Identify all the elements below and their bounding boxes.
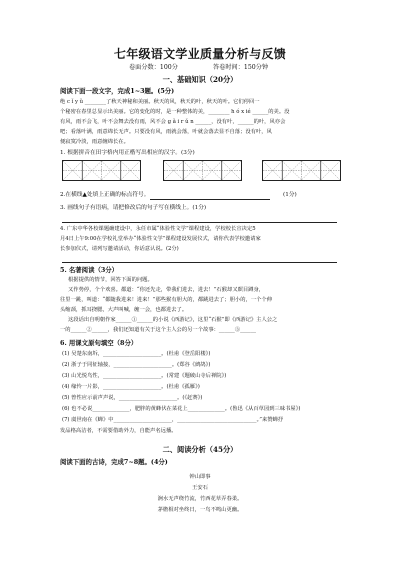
- passage-line: 个秘密在春里总显示出美丽。它的变化的时，是一种整体的美，________ h ó x ié ______的美。没: [60, 109, 290, 115]
- section-2-intro: 阅读下面的古诗，完成7~8题。(4分): [60, 458, 168, 466]
- question-5-line: 又作势停，个个欢喜。都道：“你还先走，带我们进去，进去！”石猴却又瞑目蹲身，: [68, 287, 265, 293]
- section-2-heading: 二、阅读分析（45分）: [162, 445, 238, 454]
- question-5-line: 根据提供的情节，回答下面的问题。: [68, 277, 153, 283]
- question-5-line: 头缩颈，抓耳挠腮，大声叫喊，缠一会，也都进去了。: [60, 307, 188, 313]
- question-6-heading: 6. 用课文原句填空（8分）: [60, 339, 138, 347]
- question-6-item: (5) 曾性应示前声声说，______________________。(《赶赛》): [62, 395, 203, 401]
- passage-line: 便寂寞冷淡，雨意缠绵长在。: [60, 139, 129, 145]
- question-2: 2.在横线▲处填上正确的标点符号。: [60, 192, 150, 198]
- question-6-item: (7) 虞世南在《蝉》中______________________，______________________________。”来赞蝉抒: [62, 417, 284, 423]
- answer-line-q4[interactable]: [62, 262, 337, 263]
- question-4-line: 4. 广东中华各校课题确建设中，永任市属“体验性文学”课程建设，学校校长宣决定5: [60, 226, 256, 232]
- question-4-line: 长参加仪式，请列写邀请活动，你话意认说。(2分): [60, 246, 179, 252]
- question-5-heading: 5. 名著阅读（3分）: [60, 266, 119, 274]
- answer-line-q3[interactable]: [62, 222, 337, 223]
- question-5-line: 一的______②______，我们还知道有关于这个主人公的另一个故事：______③______: [60, 327, 256, 333]
- question-6-item: (1) 吴楚东南坼，______________________。(杜甫《登岳阳楼》): [62, 351, 211, 357]
- section-1-heading: 一、基础知识（20分）: [162, 75, 238, 84]
- poem-line: 茅檐相对坐终日，一鸟不鸣山更幽。: [157, 507, 243, 513]
- question-6-item: 发品格高洁者，不需要借助外力，自能声名远播。: [60, 428, 177, 434]
- passage-line: 有风，雨不会飞，叶不会舞去没有雨，风不会 ɡ ǎ i r ǔ n ______，没有叶，______的叶，风亦会: [60, 119, 286, 125]
- question-5-line: 往里一跳，叫道：“都随我进来！进来！”那些猴有胆大的，都跳进去了；胆小的，一个个伸: [60, 297, 272, 303]
- poem-author: 王安石: [192, 485, 208, 491]
- question-3: 3. 画线句子有语病，请把修改后的句子写在横线上。(1分): [60, 205, 207, 211]
- passage-line: 绝 c ǐ y ǔ ________了秋天神秘和美丽。秋天的风，秋天的叶，秋天的叶。它们停回一: [60, 99, 260, 105]
- time-info: 答卷时间：150分钟: [213, 64, 269, 71]
- page-title: 七年级语文学业质量分析与反馈: [113, 47, 287, 61]
- section-1-intro: 阅读下面一段文字，完成1~3题。(5分): [60, 87, 175, 95]
- tianzige-box-3[interactable]: [262, 160, 341, 181]
- question-4-line: 月4日上午9:00在学校礼堂举办“体验性文学”课程建设发展仪式，请你代表学校邀请家: [60, 236, 261, 242]
- question-5-line: 这段话出自明朝作家______①______的小说《西游记》，这里“石猴”即《西游记》主人公之: [68, 317, 278, 323]
- question-6-item: (3) 山光悦鸟性，______________________。(常建《题破山寺后禅院》): [62, 373, 227, 379]
- tianzige-box-2[interactable]: [163, 160, 242, 181]
- question-6-item: (2) 浙子于同征轴接，______________________。(郑谷《鹧鸪》): [62, 362, 211, 368]
- question-6-item: (6) 也不必说______________，肥胖的黄蜂伏在菜花上______________。(鲁迅《从百草园到三味书屋》): [62, 406, 301, 412]
- score-info: 卷面分数：100分: [129, 64, 178, 71]
- question-1: 1. 根据拼音在田字格内用正楷写出相应的汉字。(3分): [60, 150, 195, 156]
- poem-line: 涧水无声绕竹流，竹西花草弄春柔。: [157, 496, 243, 502]
- passage-line: 吧；看落叶满，雨意绵长无声。只要没有风，雨就会落，叶就会落去显不自落；没有叶，风: [60, 129, 272, 135]
- poem-title: 钟山即事: [189, 474, 211, 480]
- question-6-item: (4) 缘怜一片影，______________________。(杜甫《孤雁》): [62, 384, 200, 390]
- tianzige-box-1[interactable]: [62, 160, 141, 181]
- question-2-score: (1分): [283, 192, 297, 198]
- answer-line-q2[interactable]: [150, 199, 270, 200]
